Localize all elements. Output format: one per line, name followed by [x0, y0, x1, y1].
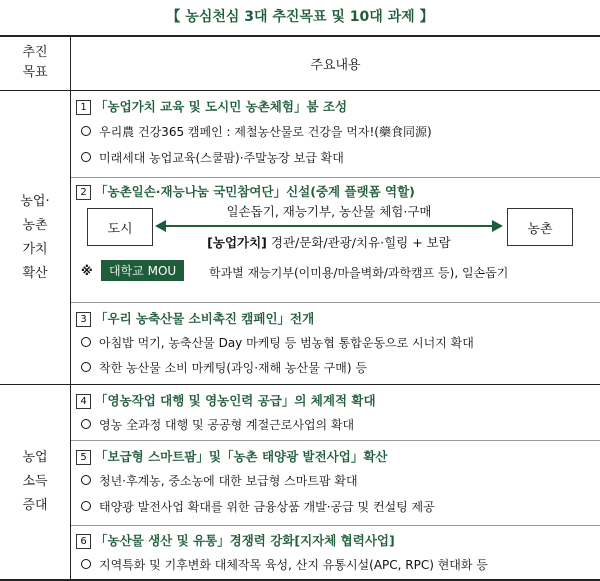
task-cell-6: [71, 526, 600, 579]
diagram-top-text: 일손돕기, 재능기부, 농산물 체험·구매: [226, 204, 432, 219]
task-number: 3: [76, 312, 91, 327]
bullet-icon: [81, 362, 91, 372]
task-cell-4: [71, 385, 600, 440]
task-cell-1: [71, 91, 600, 177]
task-cell-5: [71, 441, 600, 525]
bullet-icon: [81, 419, 91, 429]
bullet-icon: [81, 337, 91, 347]
task-title-text: 「농산물 생산 및 유통」경쟁력 강화[지자체 협력사업]: [95, 533, 395, 548]
diagram-bottom-label: [농업가치]: [207, 235, 267, 250]
bullet-icon: [81, 475, 91, 485]
task-title-1: [76, 97, 347, 115]
list-item: [81, 359, 367, 376]
task-title-4: [76, 391, 376, 409]
task-cell-3: [71, 303, 600, 384]
page-title: 【 농심천심 3대 추진목표 및 10대 과제 】: [166, 9, 434, 25]
task-title-text: 「농촌일손·재능나눔 국민참여단」신설(중계 플랫폼 역할): [95, 184, 415, 199]
task-number: 4: [76, 394, 91, 409]
double-arrow-icon: [155, 218, 503, 234]
list-item-text: 청년·후계농, 중소농에 대한 보급형 스마트팜 확대: [99, 474, 358, 488]
task-title-5: [76, 447, 387, 465]
header-goal: 추진 목표: [22, 45, 48, 80]
list-item-text: 아침밥 먹기, 농축산물 Day 마케팅 등 범농협 통합운동으로 시너지 확대: [99, 336, 474, 350]
task-title-text: 「우리 농축산물 소비촉진 캠페인」전개: [95, 311, 315, 326]
header-content: 주요내용: [310, 57, 361, 73]
list-item: [81, 334, 474, 351]
diagram-bottom-detail: 경관/문화/관광/치유·힐링 + 보람: [266, 235, 451, 250]
diagram-bottom-text: [155, 233, 503, 251]
list-item-text: 착한 농산물 소비 마케팅(과잉·재해 농산물 구매) 등: [99, 361, 367, 375]
list-item-text: 미래세대 농업교육(스쿨팜)·주말농장 보급 확대: [99, 151, 344, 165]
list-item: [81, 556, 488, 573]
note-text: 학과별 재능기부(이미용/마을벽화/과학캠프 등), 일손돕기: [209, 266, 509, 280]
bullet-icon: [81, 152, 91, 162]
task-number: 5: [76, 450, 91, 465]
list-item: [81, 416, 354, 433]
list-item: [81, 472, 358, 489]
task-title-2: [76, 182, 415, 200]
mou-badge: 대학교 MOU: [101, 260, 184, 281]
task-title-text: 「영농작업 대행 및 영농인력 공급」의 체계적 확대: [95, 393, 376, 408]
bullet-icon: [81, 559, 91, 569]
list-item-text: 태양광 발전사업 확대를 위한 금융상품 개발·공급 및 컨설팅 제공: [99, 500, 435, 514]
bullet-icon: [81, 126, 91, 136]
task-title-text: 「농업가치 교육 및 도시민 농촌체험」붐 조성: [95, 99, 348, 114]
task-cell-2: [71, 178, 600, 302]
list-item: [81, 498, 435, 515]
task-number: 2: [76, 185, 91, 200]
group-label-income: 농업 소득 증대: [22, 450, 48, 513]
list-item-text: 영농 全과정 대행 및 공공형 계절근로사업의 확대: [99, 418, 355, 432]
task-title-text: 「보급형 스마트팜」및「농촌 태양광 발전사업」확산: [95, 449, 388, 464]
task-title-6: [76, 531, 395, 549]
goals-table: [0, 35, 600, 581]
task-number: 1: [76, 100, 91, 115]
list-item: [81, 123, 432, 140]
list-item: [81, 149, 344, 166]
task-number: 6: [76, 534, 91, 549]
bullet-icon: [81, 501, 91, 511]
list-item-text: 지역특화 및 기후변화 대체작목 육성, 산지 유통시설(APC, RPC) 현대화 등: [99, 558, 488, 572]
group-label-value: 농업· 농촌 가치 확산: [20, 193, 50, 281]
city-node: 도시: [87, 208, 153, 246]
note-symbol: ※: [81, 264, 93, 278]
task-title-3: [76, 309, 314, 327]
list-item-text: 우리農 건강365 캠페인 : 제철농산물로 건강을 먹자!(藥食同源): [99, 125, 432, 139]
farm-node: 농촌: [507, 208, 573, 246]
